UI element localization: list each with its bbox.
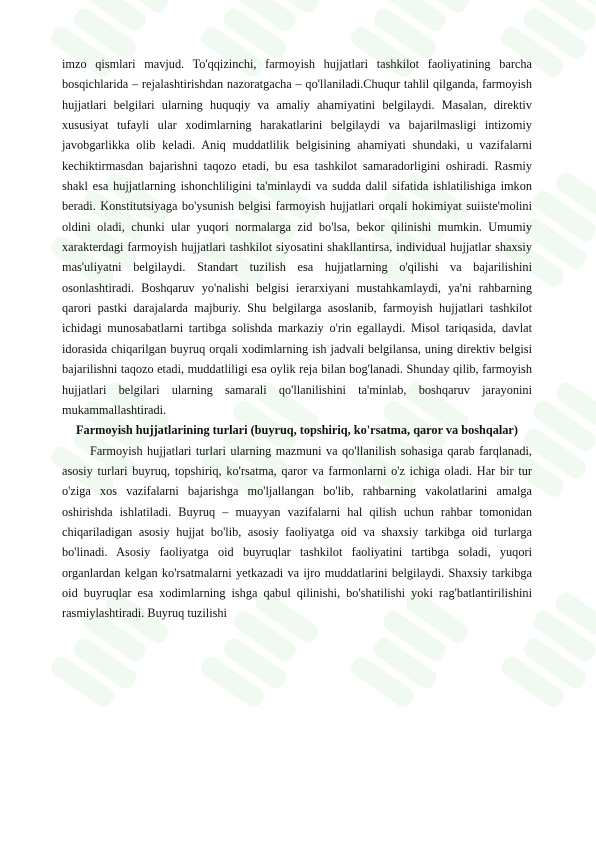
- watermark-stroke: [221, 635, 290, 692]
- watermark-stroke: [530, 398, 596, 455]
- body-paragraph-1: imzo qismlari mavjud. To'qqizinchi, farmoyish hujjatlari tashkilot faoliyatining barcha bosqichlarida – rejalashtirishdan nazoratgacha – qo'llaniladi.Chuqur tahlil qilganda, farmoyish hujjatlari belgilari ularning huquqiy va amaliy ahamiyatini belgilaydi. Masalan, direktiv xususiyat tufayli ular xodimlarning harakatlarini belgilaydi va bajarilmasligi intizomiy javobgarlikka olib keladi. Aniq muddatlilik belgisining ahamiyati shundaki, u vazifalarni kechiktirmasdan bajarishni taqozo etadi, bu esa tashkilot samaradorligini oshiradi. Rasmiy shakl esa hujjatlarning ishonchliligini ta'minlaydi va sudda dalil sifatida ishlatilishiga imkon beradi. Konstitutsiyaga bo'ysunish belgisi farmoyish hujjatlari orqali hokimiyat suiiste'molini oldini oladi, chunki ular yuqori normalarga zid bo'lsa, bekor qilinishi mumkin. Umumiy xarakterdagi farmoyish hujjatlari tashkilot siyosatini shakllantirsa, individual hujjatlar shaxsiy mas'uliyatni belgilaydi. Standart tuzilish esa hujjatlarning o'qilishi va bajarilishini osonlashtiradi. Boshqaruv yo'nalishi belgisi ierarxiyani mustahkamlaydi, ya'ni rahbarning qarori pastki darajalarda majburiy. Shu belgilarga asoslanib, farmoyish hujjatlari tashkilot ichidagi munosabatlarni tartibga solishda markaziy o'rin egallaydi. Misol tariqasida, davlat idorasida chiqarilgan buyruq orqali xodimlarning ish jadvali belgilansa, uning direktiv belgisi bajarilishni taqozo etadi, muddatliligi esa oylik reja bilan bog'lanadi. Shunday qilib, farmoyish hujjatlari belgilari ularning samarali qo'llanilishini ta'minlab, boshqaruv jarayonini mukammallashtiradi.: [62, 57, 532, 417]
- watermark-stroke: [371, 635, 440, 692]
- watermark-stroke: [498, 654, 567, 711]
- watermark-stroke: [253, 0, 322, 16]
- watermark-stroke: [553, 379, 596, 436]
- watermark-stroke: [553, 589, 596, 646]
- section-heading: Farmoyish hujjatlarining turlari (buyruq, topshiriq, ko'rsatma, qaror va boshqalar): [76, 423, 518, 438]
- watermark-stroke: [553, 0, 596, 16]
- watermark-stroke: [230, 0, 299, 34]
- watermark-stroke: [348, 654, 417, 711]
- document-page: [62, 54, 532, 624]
- watermark-stroke: [403, 0, 472, 16]
- body-paragraph-2: Farmoyish hujjatlari turlari ularning mazmuni va qo'llanilish sohasiga qarab farqlanadi, asosiy turlari buyruq, topshiriq, ko'rsatma, qaror va farmonlarni o'z ichiga oladi. Har bir tur o'ziga xos vazifalarni bajarishga mo'ljallangan bo'lib, rahbarning vakolatlarini amalga oshirishda ishlatiladi. Buyruq – muayyan vazifalarni hal qilish uchun rahbar tomonidan chiqariladigan asosiy hujjat bo'lib, asosiy faoliyatga oid va shaxsiy tarkibga oid turlarga bo'linadi. Asosiy faoliyatga oid buyruqlar tashkilot faoliyatini tartibga soladi, yuqori organlardan kelgan ko'rsatmalarni yetkazadi va ijro muddatlarini belgilaydi. Shaxsiy tarkibga oid buyruqlar esa xodimlarning ishga qabul qilinishi, bo'shatilishi yoki rag'batlantirilishini rasmiylashtiradi. Buyruq tuzilishi: [62, 443, 532, 621]
- watermark-stroke: [71, 635, 140, 692]
- watermark-stroke: [553, 169, 596, 226]
- watermark-stroke: [198, 654, 267, 711]
- watermark-stroke: [521, 635, 590, 692]
- watermark-stroke: [530, 608, 596, 665]
- watermark-stroke: [380, 0, 449, 34]
- watermark-stroke: [530, 188, 596, 245]
- watermark-stroke: [48, 654, 117, 711]
- watermark-stroke: [103, 0, 172, 16]
- watermark-stroke: [530, 0, 596, 34]
- watermark-stroke: [80, 0, 149, 34]
